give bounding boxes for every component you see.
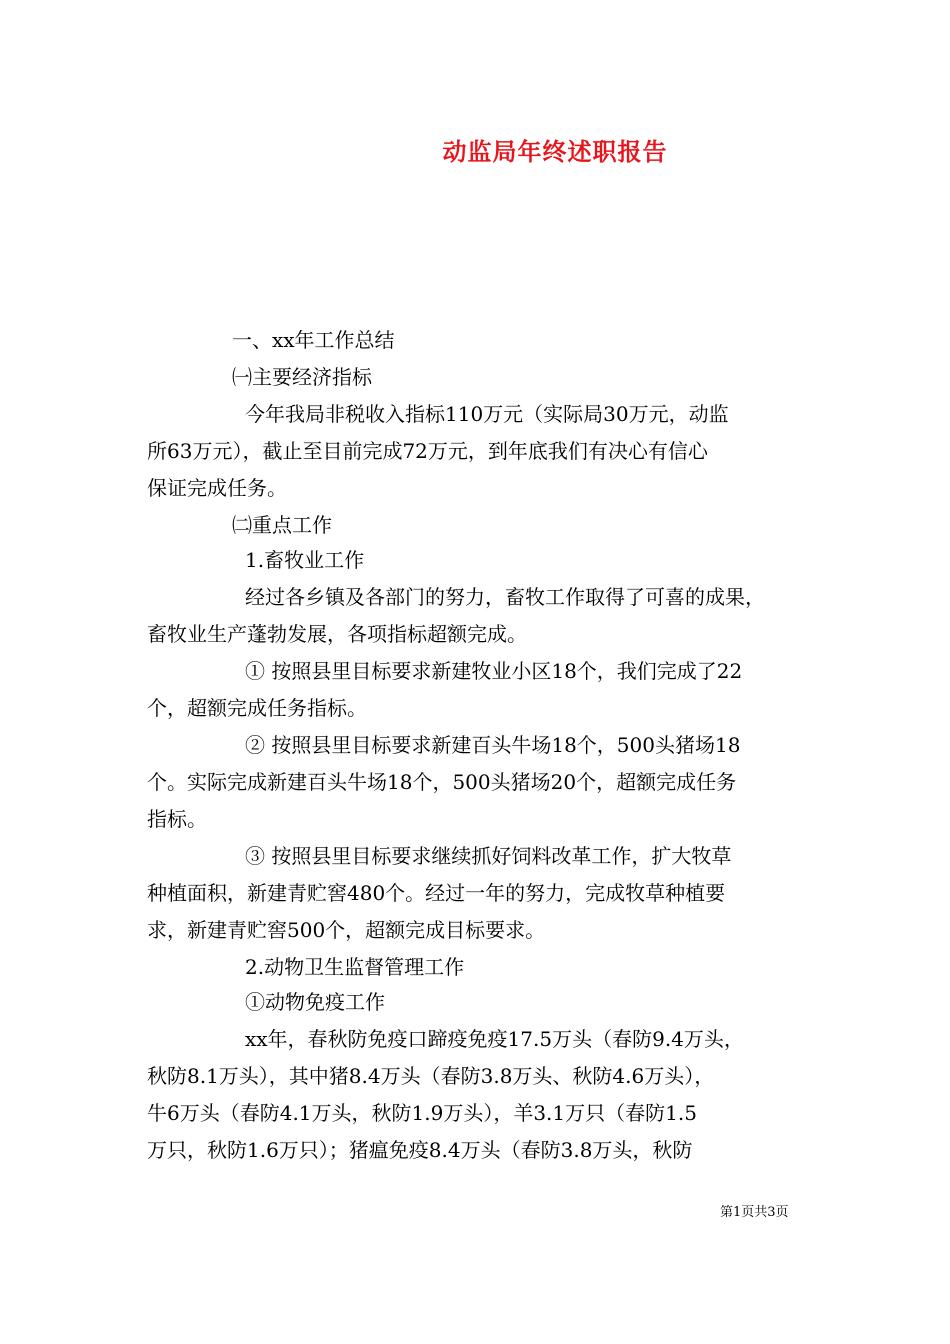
- subitem-heading: ①动物免疫工作: [245, 990, 385, 1014]
- page-number-footer: 第1页共3页: [720, 1205, 789, 1220]
- paragraph-line: 所63万元），截止至目前完成72万元，到年底我们有决心有信心: [147, 439, 708, 463]
- item-heading: 2.动物卫生监督管理工作: [245, 955, 465, 979]
- paragraph-line: 畜牧业生产蓬勃发展，各项指标超额完成。: [147, 622, 527, 646]
- paragraph-line: 秋防8.1万头），其中猪8.4万头（春防3.8万头、秋防4.6万头），: [147, 1064, 715, 1088]
- subsection-heading: ㈡重点工作: [232, 513, 332, 537]
- paragraph-line: 牛6万头（春防4.1万头，秋防1.9万头），羊3.1万只（春防1.5: [147, 1101, 697, 1125]
- paragraph-line: 个，超额完成任务指标。: [147, 696, 367, 720]
- section-heading: 一、xx年工作总结: [232, 328, 395, 352]
- paragraph-line: 指标。: [147, 807, 207, 831]
- paragraph-line: 万只，秋防1.6万只）；猪瘟免疫8.4万头（春防3.8万头，秋防: [147, 1138, 693, 1162]
- paragraph-line: 个。实际完成新建百头牛场18个，500头猪场20个，超额完成任务: [147, 770, 737, 794]
- paragraph-line: ① 按照县里目标要求新建牧业小区18个，我们完成了22: [245, 659, 743, 683]
- paragraph-line: ② 按照县里目标要求新建百头牛场18个，500头猪场18: [245, 733, 741, 757]
- paragraph-line: 保证完成任务。: [147, 476, 287, 500]
- paragraph-line: ③ 按照县里目标要求继续抓好饲料改革工作，扩大牧草: [245, 844, 732, 868]
- paragraph-line: 今年我局非税收入指标110万元（实际局30万元，动监: [245, 402, 729, 426]
- subsection-heading: ㈠主要经济指标: [232, 365, 372, 389]
- document-title: 动监局年终述职报告: [442, 137, 668, 166]
- paragraph-line: 求，新建青贮窖500个，超额完成目标要求。: [147, 918, 546, 942]
- paragraph-line: 种植面积，新建青贮窖480个。经过一年的努力，完成牧草种植要: [147, 881, 726, 905]
- paragraph-line: xx年，春秋防免疫口蹄疫免疫17.5万头（春防9.4万头，: [245, 1027, 744, 1051]
- item-heading: 1.畜牧业工作: [245, 548, 365, 572]
- paragraph-line: 经过各乡镇及各部门的努力，畜牧工作取得了可喜的成果，: [245, 585, 765, 609]
